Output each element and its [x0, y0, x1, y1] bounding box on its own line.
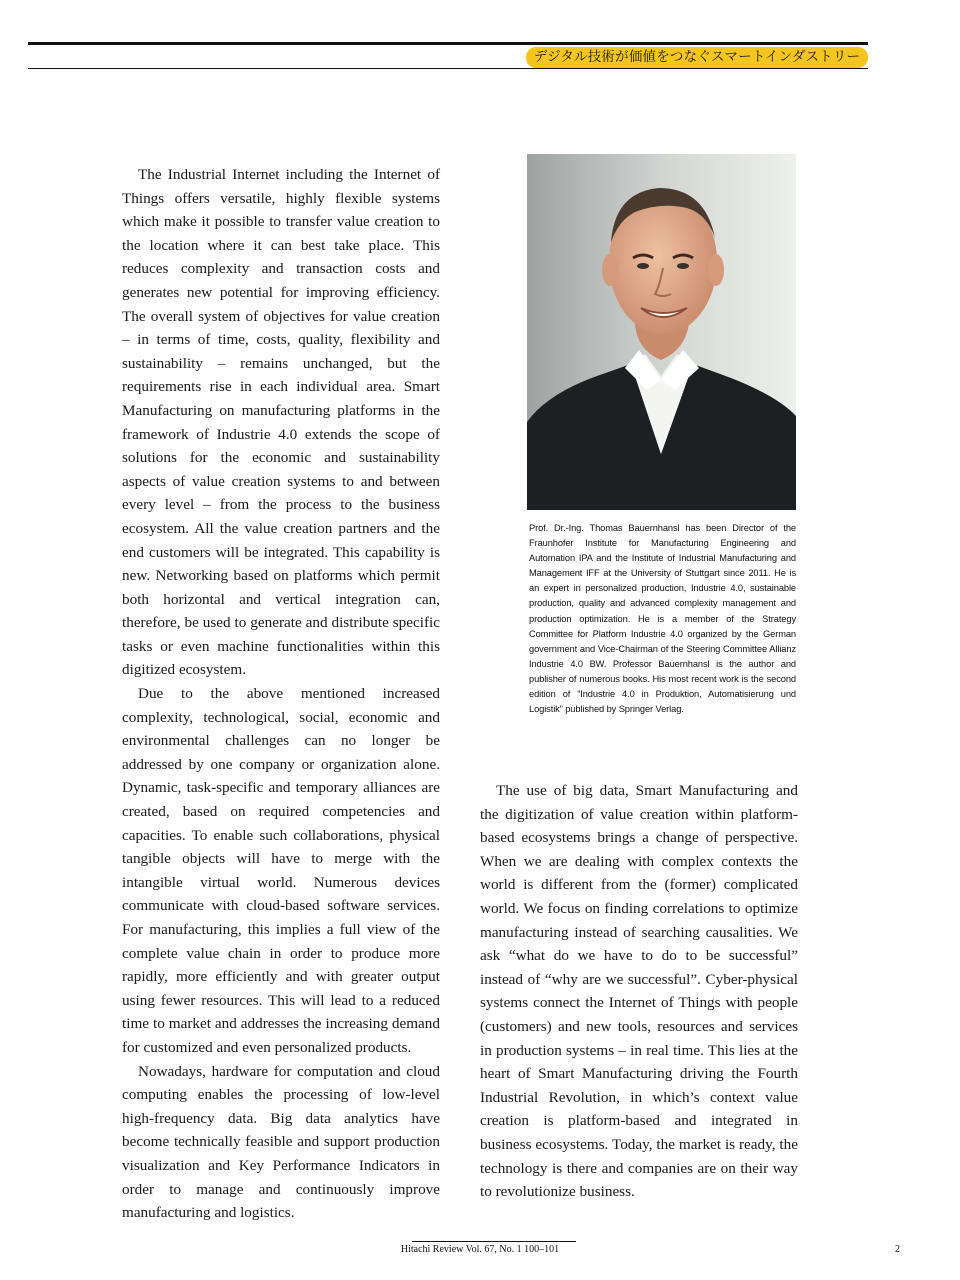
section-title-badge: デジタル技術が価値をつなぐスマートインダストリー — [526, 47, 868, 68]
page-number: 2 — [895, 1244, 900, 1255]
journal-citation: Hitachi Review Vol. 67, No. 1 100–101 — [400, 1244, 560, 1255]
body-paragraph: Nowadays, hardware for computation and cloud computing enables the processing of low-level high-frequency data. Big data analytics have become technically feasible and support production visualization and Key Performance Indicators in order to manage and continuously improve manufacturing and logistics. — [122, 1062, 440, 1222]
left-text-column — [122, 163, 440, 1225]
footer — [0, 1244, 960, 1256]
header-rule-bottom — [28, 68, 868, 69]
photo-caption: Prof. Dr.-Ing. Thomas Bauernhansl has been Director of the Fraunhofer Institute for Manufacturing Engineering and Automation IPA and the Institute of Industrial Manufacturing and Management IFF at the University of Stuttgart since 2011. He is an expert in personalized production, Industrie 4.0, sustainable production, quality and advanced complexity management and production optimization. He is a member of the Strategy Committee for Platform Industrie 4.0 organized by the German government and Vice-Chairman of the Steering Committee Allianz Industrie 4.0 BW. Professor Bauernhansl is the author and publisher of numerous books. His most recent work is the second edition of “Industrie 4.0 in Produktion, Automatisierung und Logistik” published by Springer Verlag. — [529, 523, 796, 715]
body-paragraph: The Industrial Internet including the Internet of Things offers versatile, highly flexible systems which make it possible to transfer value creation to the location where it can best take place. This reduces complexity and transaction costs and generates new potential for improving efficiency. The overall system of objectives for value creation – in terms of time, costs, quality, flexibility and sustainability – remains unchanged, but the requirements rise in each individual area. Smart Manufacturing on manufacturing platforms in the framework of Industrie 4.0 extends the scope of solutions for the economic and sustainability aspects of value creation systems to and between every level – from the process to the business ecosystem. All the value creation partners and the end customers will be integrated. This capability is new. Networking based on platforms which permit both horizontal and vertical integration can, therefore, be used to generate and distribute specific tasks or even machine functionalities within this digitized ecosystem. — [122, 166, 440, 679]
body-paragraph: The use of big data, Smart Manufacturing and the digitization of value creation within platform-based ecosystems brings a change of perspective. When we are dealing with complex contexts the world is different from the (former) complicated world. We focus on finding correlations to optimize manufacturing instead of searching causalities. We ask “what do we have to do to be successful” instead of “why are we successful”. Cyber-physical systems connect the Internet of Things with people (customers) and new tools, resources and services in production systems – in real time. This lies at the heart of Smart Manufacturing driving the Fourth Industrial Revolution, in which’s context value creation is platform-based and integrated in business ecosystems. Today, the market is ready, the technology is there and companies are on their way to revolutionize business. — [480, 782, 798, 1201]
portrait-photo — [527, 154, 796, 510]
portrait-illustration — [527, 154, 796, 510]
right-text-column — [480, 779, 798, 1204]
footer-rule — [412, 1241, 576, 1242]
body-paragraph: Due to the above mentioned increased complexity, technological, social, economic and environmental challenges can no longer be addressed by one company or organization alone. Dynamic, task-specific and temporary alliances are created, based on required competencies and capacities. To enable such collaborations, physical tangible objects will have to merge with the intangible virtual world. Numerous devices communicate with cloud-based software services. For manufacturing, this implies a full view of the complete value chain in order to produce more rapidly, more efficiently and with greater output using fewer resources. This will lead to a reduced time to market and addresses the increasing demand for customized and even personalized products. — [122, 685, 440, 1056]
header-rule-top — [28, 42, 868, 45]
